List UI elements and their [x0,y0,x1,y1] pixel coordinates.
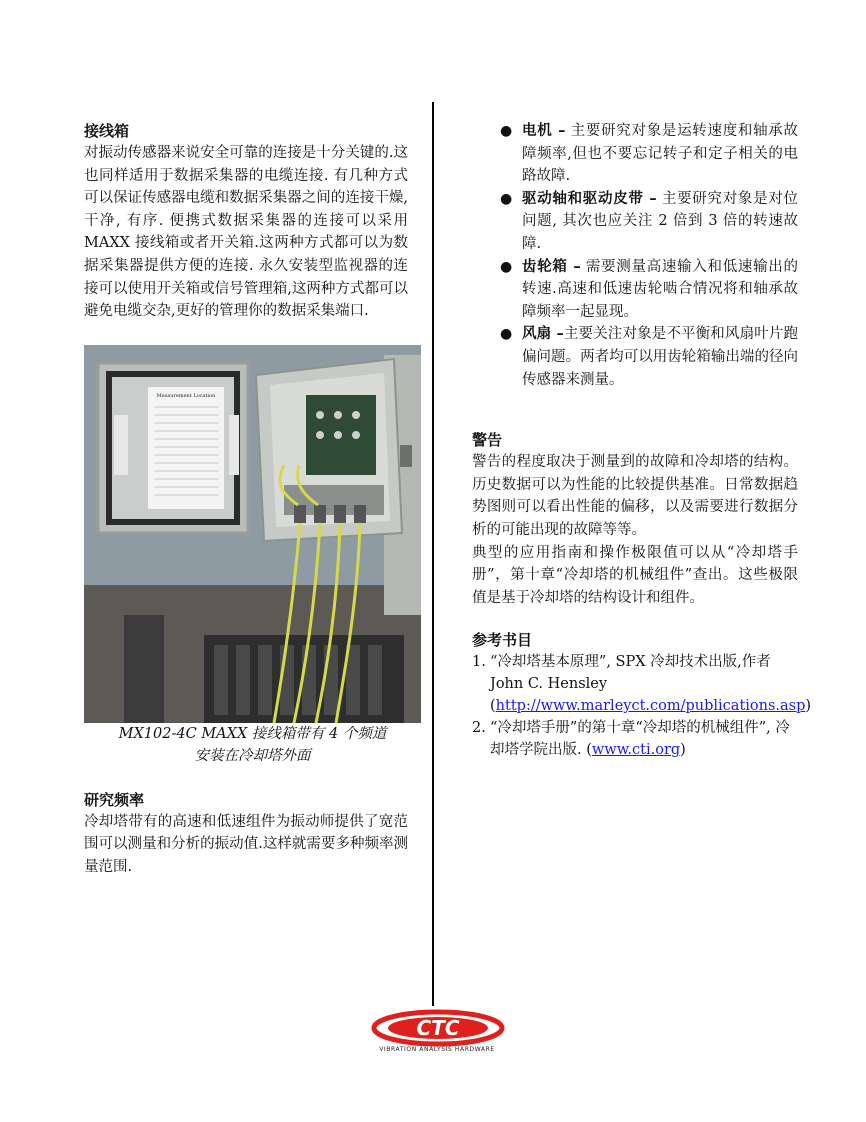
frequency-heading: 研究频率 [84,790,145,809]
figure-caption: MX102-4C MAXX 接线箱带有 4 个频道 安装在冷却塔外面 [118,725,387,764]
references-heading: 参考书目 [472,631,533,650]
frequency-paragraph: 冷却塔带有的高速和低速组件为振动师提供了宽范围可以测量和分析的振动值.这样就需要多种频率测量范围. [84,813,408,875]
list-item: ● 齿轮箱 – 需要测量高速输入和低速输出的转速.高速和低速齿轮啮合情况将和轴承故障频率一起显现。 [500,258,798,320]
warning-paragraph-2: 典型的应用指南和操作极限值可以从“冷却塔手册”，第十章“冷却塔的机械组件”查出。这些极限值是基于冷却塔的结构设计和组件。 [472,544,798,606]
component-list [472,120,798,391]
list-item: ● 电机 – 主要研究对象是运转速度和轴承故障频率,但也不要忘记转子和定子相关的电路故障. [500,123,798,185]
junction-box-paragraph: 对振动传感器来说安全可靠的连接是十分关键的.这也同样适用于数据采集器的电缆连接. 有几种方式可以保证传感器电缆和数据采集器之间的连接干燥,干净, 有序. 便携式数据采集器的连接可以采用 MAXX 接线箱或者开关箱.这两种方式都可以为数据采集器提供方便的连接. 永久安装型监视器的连接可以使用开关箱或信号管理箱,这两种方式都可以避免电缆交杂,更好的管理你的数据采集端口. [84,145,408,320]
junction-box-photo [84,345,421,723]
reference-list [472,651,812,761]
left-column [84,120,408,879]
junction-box-heading: 接线箱 [84,122,130,140]
sheet-title: Measurement Location [156,392,216,399]
marleyct-link[interactable]: http://www.marleyct.com/publications.asp [495,698,806,715]
list-item: ● 驱动轴和驱动皮带 – 主要研究对象是对位问题, 其次也应关注 2 倍到 3 倍的转速故障. [500,190,798,252]
list-item: 1. “冷却塔基本原理”, SPX 冷却技术出版,作者 John C. Hensley (http://www.marleyct.com/publications.asp) [472,654,812,715]
warning-paragraph-1: 警告的程度取决于测量到的故障和冷却塔的结构。历史数据可以为性能的比较提供基准。日常数据趋势图则可以看出性能的偏移，以及需要进行数据分析的可能出现的故障等等。 [472,454,798,538]
column-divider [432,102,434,1006]
list-item: 2. “冷却塔手册”的第十章“冷却塔的机械组件”, 冷却塔学院出版. (www.cti.org) [472,720,790,759]
logo-tagline: VIBRATION ANALYSIS HARDWARE [379,1046,495,1053]
logo-text: CTC [416,1016,460,1040]
warning-heading: 警告 [472,431,503,450]
cti-link[interactable]: www.cti.org [591,742,681,759]
list-item: ● 风扇 –主要关注对象是不平衡和风扇叶片跑偏问题。两者均可以用齿轮箱输出端的径向传感器来测量。 [500,326,798,388]
right-column [472,120,812,761]
